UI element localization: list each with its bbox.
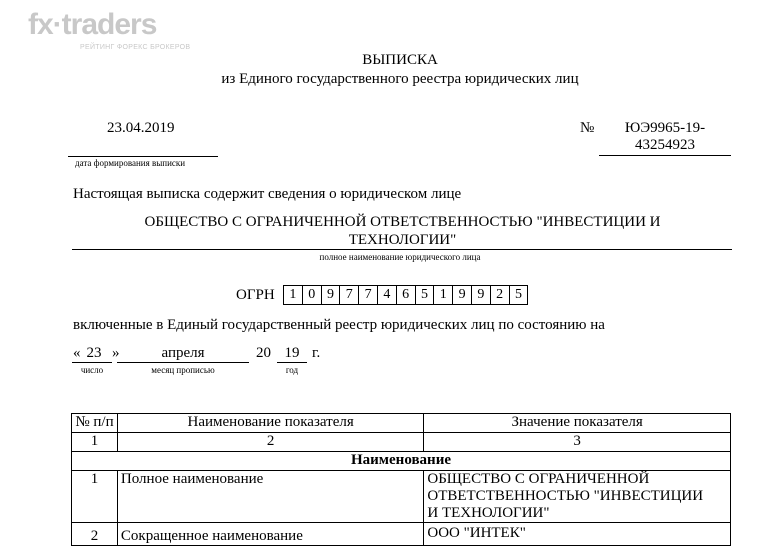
column-number: 1 <box>72 433 118 452</box>
intro-text: Настоящая выписка содержит сведения о юридическом лице <box>73 186 462 202</box>
column-number: 3 <box>424 433 731 452</box>
row-value-line: ООО "ИНТЕК" <box>427 525 526 541</box>
org-name-underline <box>72 249 732 250</box>
year-caption: год <box>285 365 299 375</box>
ogrn-digit: 4 <box>377 285 397 305</box>
ogrn-digit: 2 <box>490 285 510 305</box>
document-title: ВЫПИСКА <box>362 52 438 68</box>
state-month: апреля <box>161 345 205 361</box>
ogrn-digit: 5 <box>509 285 529 305</box>
issue-date: 23.04.2019 <box>107 120 175 136</box>
watermark-brand: fx·traders <box>28 8 157 41</box>
ogrn-digit: 9 <box>452 285 472 305</box>
ogrn-digit: 7 <box>358 285 378 305</box>
row-value-line: И ТЕХНОЛОГИИ" <box>427 505 550 521</box>
table-row <box>72 523 731 546</box>
year-underline <box>277 362 307 363</box>
ogrn-digit: 5 <box>415 285 435 305</box>
column-number-row <box>72 433 731 452</box>
ogrn-digit: 1 <box>433 285 453 305</box>
row-value <box>424 471 731 523</box>
header-cell-number: № п/п <box>72 414 118 433</box>
column-number: 2 <box>117 433 423 452</box>
date-underline <box>68 156 218 157</box>
row-indicator: Полное наименование <box>117 471 423 523</box>
section-title: Наименование <box>72 452 731 471</box>
statement-number-line1: ЮЭ9965-19- <box>624 120 706 136</box>
day-caption: число <box>80 365 104 375</box>
ogrn-digit: 9 <box>471 285 491 305</box>
state-day: 23 <box>86 345 102 361</box>
registry-status-text: включенные в Единый государственный реестр юридических лиц по состоянию на <box>73 317 605 333</box>
header-cell-indicator: Наименование показателя <box>117 414 423 433</box>
register-table <box>71 413 731 546</box>
ogrn-digit: 0 <box>302 285 322 305</box>
year-abbr: г. <box>312 345 321 361</box>
section-row <box>72 452 731 471</box>
watermark-tagline: РЕЙТИНГ ФОРЕКС БРОКЕРОВ <box>80 44 191 51</box>
row-indicator: Сокращенное наименование <box>117 523 423 546</box>
day-underline <box>72 362 112 363</box>
org-full-name <box>75 213 730 249</box>
month-underline <box>117 362 249 363</box>
ogrn-digit: 7 <box>339 285 359 305</box>
row-number: 2 <box>72 523 118 546</box>
org-name-caption: полное наименование юридического лица <box>319 252 481 262</box>
number-sign: № <box>580 120 595 136</box>
ogrn-digit: 1 <box>283 285 303 305</box>
year-prefix: 20 <box>256 345 271 361</box>
table-header-row <box>72 414 731 433</box>
document-subtitle: из Единого государственного реестра юридических лиц <box>221 71 579 87</box>
open-quote: « <box>73 345 81 361</box>
statement-number-line2: 43254923 <box>635 137 695 153</box>
header-cell-value: Значение показателя <box>424 414 731 433</box>
ogrn-digit: 6 <box>396 285 416 305</box>
ogrn-digit: 9 <box>321 285 341 305</box>
ogrn-label: ОГРН <box>236 287 275 303</box>
date-caption: дата формирования выписки <box>75 158 186 168</box>
row-number: 1 <box>72 471 118 523</box>
row-value-line: ОБЩЕСТВО С ОГРАНИЧЕННОЙ <box>427 471 650 487</box>
close-quote: » <box>112 345 120 361</box>
number-underline <box>599 155 731 156</box>
watermark-logo <box>28 8 191 51</box>
ogrn-digit-boxes <box>283 285 527 305</box>
year-suffix: 19 <box>284 345 300 361</box>
row-value <box>424 523 731 546</box>
org-name-line2: ТЕХНОЛОГИИ" <box>348 232 457 248</box>
month-caption: месяц прописью <box>151 365 215 375</box>
statement-number <box>600 120 730 154</box>
row-value-line: ОТВЕТСТВЕННОСТЬЮ "ИНВЕСТИЦИИ <box>427 488 704 504</box>
org-name-line1: ОБЩЕСТВО С ОГРАНИЧЕННОЙ ОТВЕТСТВЕННОСТЬЮ "ИНВЕСТИЦИИ И <box>144 214 661 230</box>
table-row <box>72 471 731 523</box>
